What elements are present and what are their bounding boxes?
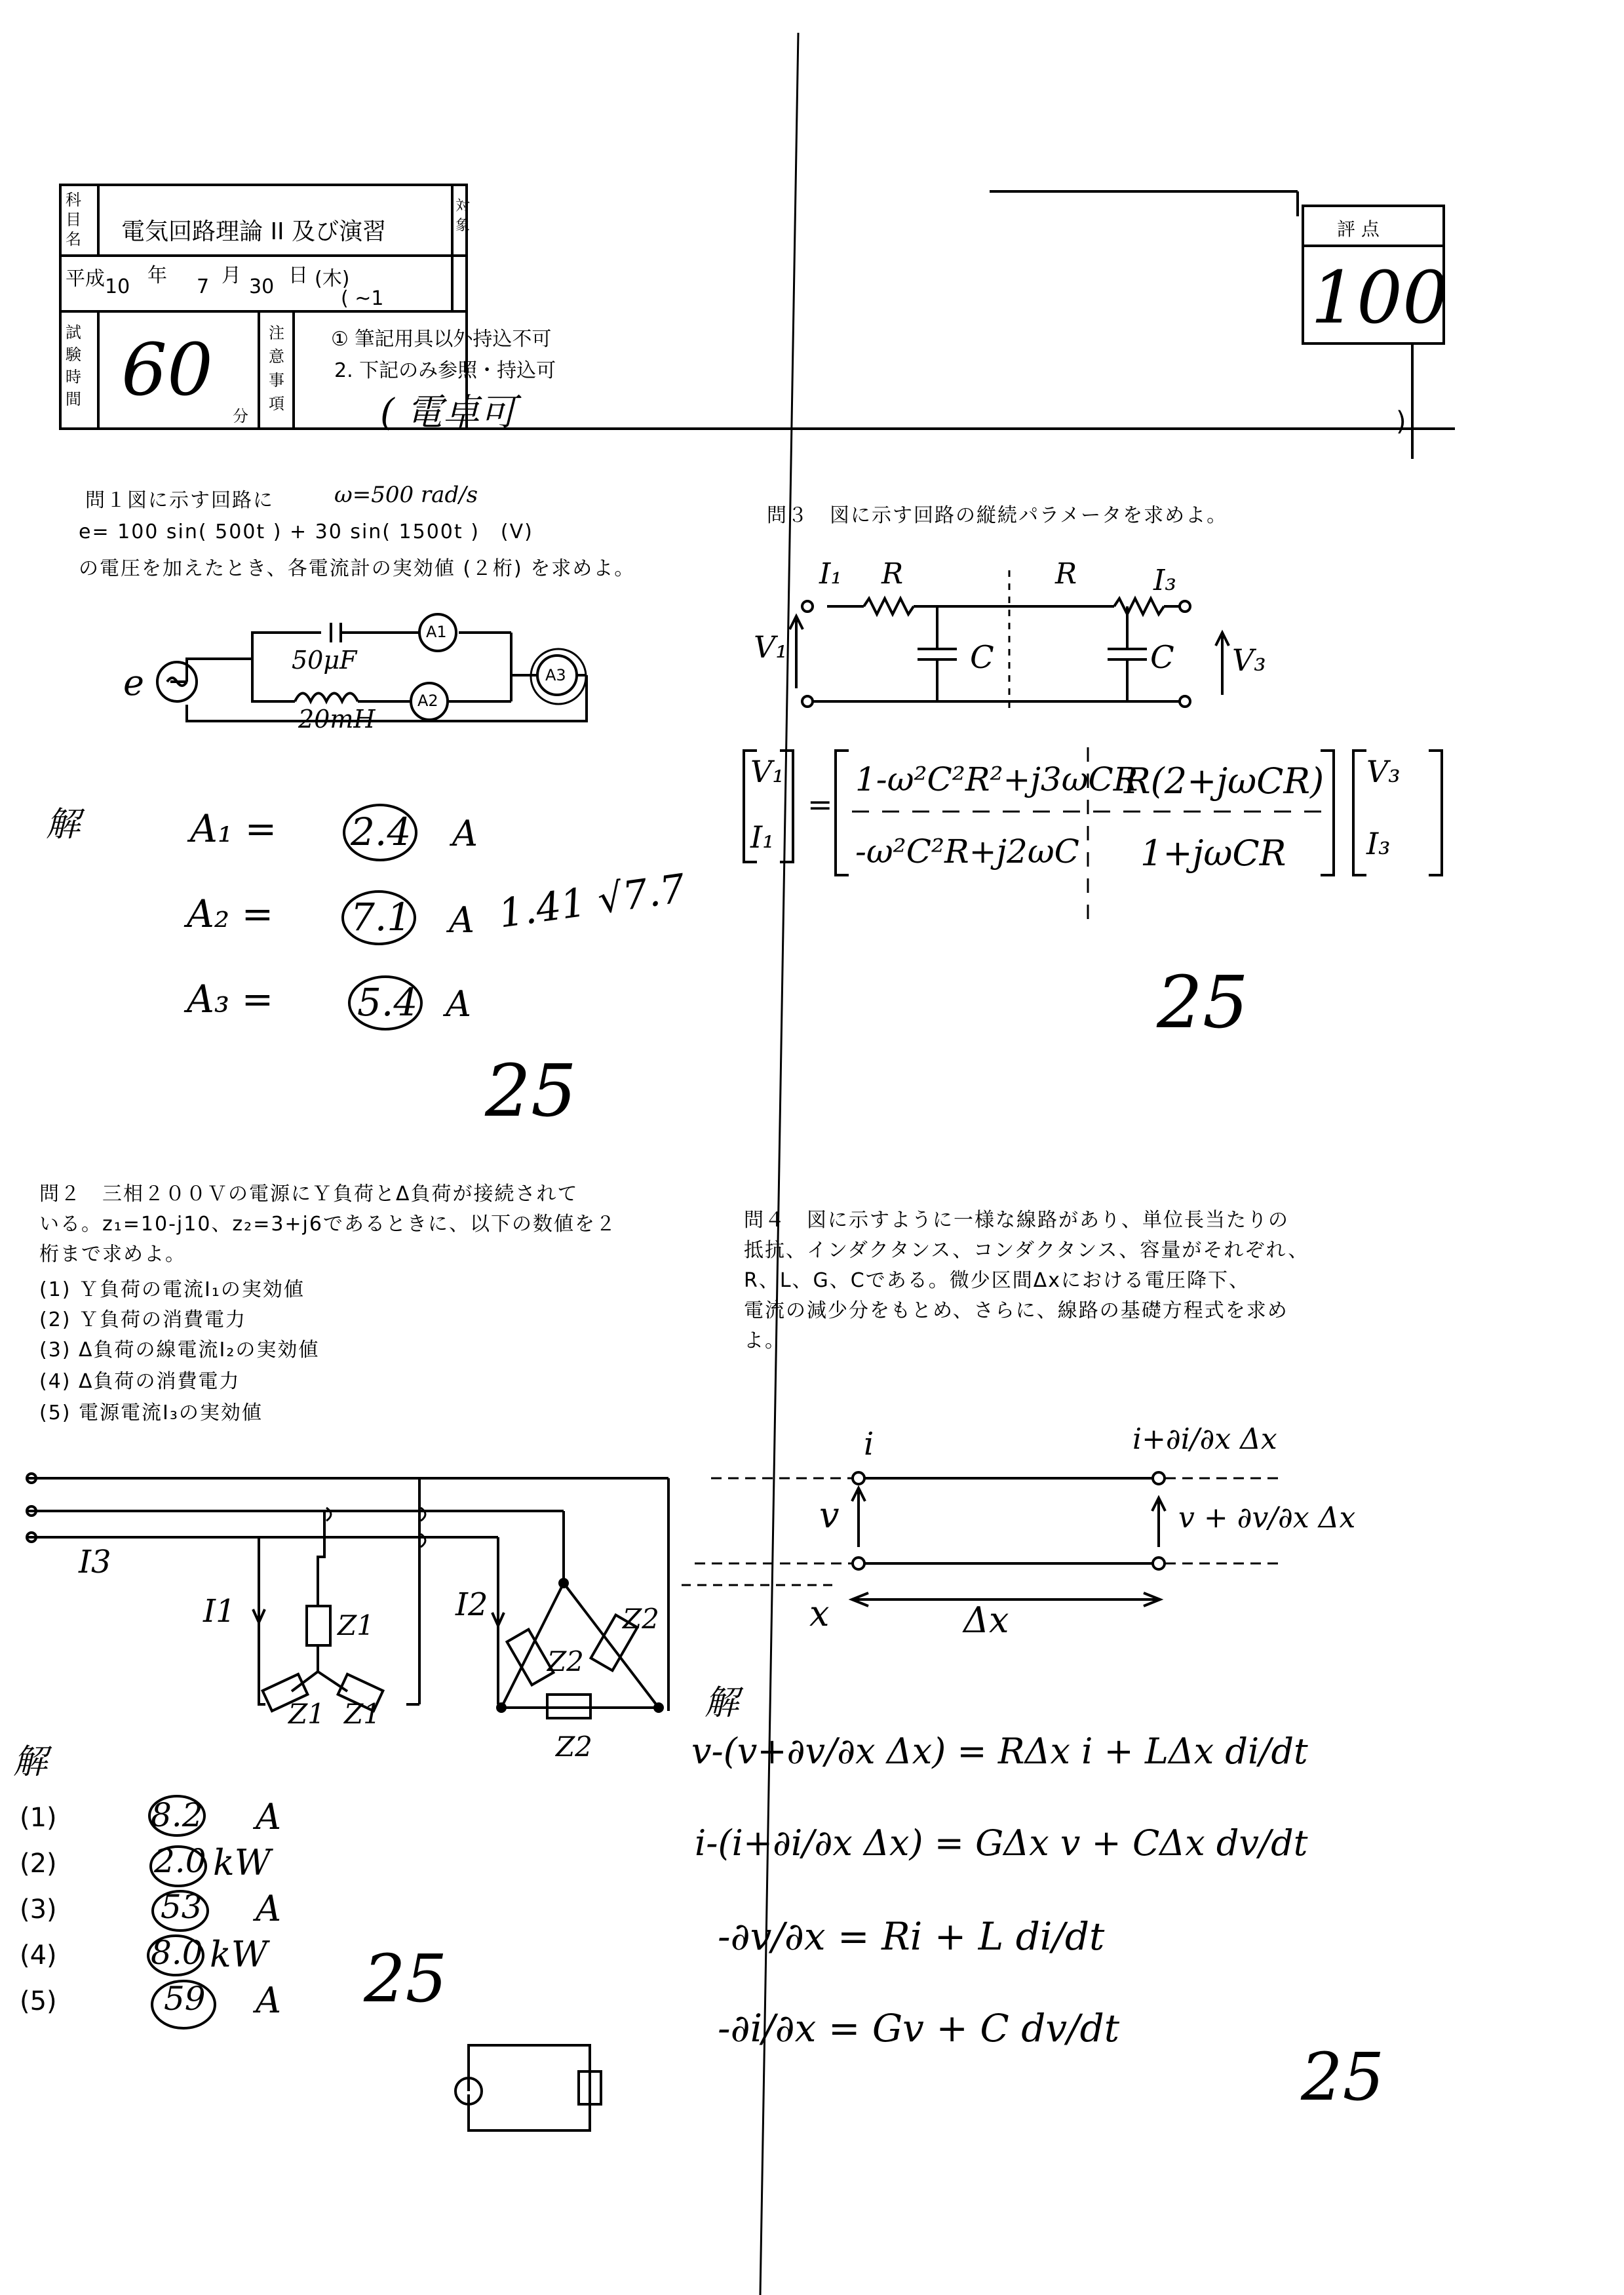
q4-i-end-label: i+∂i/∂x Δx	[1132, 1422, 1277, 1456]
q2-z2-c: Z2	[556, 1731, 592, 1763]
q3-r1-label: R	[881, 557, 904, 591]
total-score: 100	[1311, 256, 1448, 340]
q4-score: 25	[1301, 2039, 1385, 2115]
q1-a3-unit: A	[446, 983, 471, 1025]
q2-line2: いる。z₁=10-j10、z₂=3+j6であるときに、以下の数値を２	[39, 1213, 617, 1236]
q2-item4: (4) Δ負荷の消費電力	[39, 1370, 241, 1393]
q1-cap-label: 50μF	[292, 646, 357, 675]
q3-rhs-i3: I₃	[1366, 826, 1391, 861]
q2-circuit	[26, 1474, 668, 1718]
q4-eq3: -∂v/∂x = Ri + L di/dt	[718, 1914, 1105, 1959]
q4-x-label: x	[809, 1593, 830, 1634]
q2-i2-label: I2	[455, 1586, 488, 1623]
q2-z1-b: Z1	[288, 1698, 325, 1730]
q4-eq1: v-(v+∂v/∂x Δx) = RΔx i + LΔx di/dt	[691, 1731, 1308, 1772]
exam-time-label: 試験時間	[66, 323, 81, 408]
q3-r2-label: R	[1055, 557, 1077, 591]
q1-meter-a2: A2	[417, 692, 438, 710]
exam-time-value: 60	[121, 328, 213, 412]
q4-line1: 問４ 図に示すように一様な線路があり、単位長当たりの	[744, 1209, 1289, 1232]
q1-a2-value: 7.1	[351, 895, 412, 939]
q3-v3-label: V₃	[1232, 642, 1266, 678]
q2-scrap-circuit	[469, 2045, 590, 2130]
exam-time-unit: 分	[233, 407, 248, 425]
q3-score: 25	[1157, 960, 1248, 1044]
q1-a1-value: 2.4	[351, 810, 412, 854]
q1-meter-a1: A1	[426, 623, 447, 641]
date-month: 7	[197, 275, 210, 298]
q1-a1-unit: A	[452, 813, 478, 854]
note-2: 2. 下記のみ参照・持込可	[334, 359, 556, 382]
q4-line3: R、L、G、Cである。微少区間Δxにおける電圧降下、	[744, 1269, 1250, 1292]
q1-line2: e= 100 sin( 500t ) + 30 sin( 1500t ) (V)	[79, 520, 533, 543]
q2-item1: (1) Ｙ負荷の電流I₁の実効値	[39, 1278, 305, 1301]
q1-meter-a3: A3	[545, 666, 566, 684]
q4-eq4: -∂i/∂x = Gv + C dv/dt	[718, 2006, 1120, 2050]
q2-item5: (5) 電源電流I₃の実効値	[39, 1402, 263, 1424]
notes-label: 注意事項	[269, 324, 284, 413]
subject-label: 科目名	[66, 191, 81, 248]
year-unit: 年	[147, 264, 167, 287]
q3-m11: 1-ω²C²R²+j3ωCR	[855, 760, 1138, 798]
q4-line4: 電流の減少分をもとめ、さらに、線路の基礎方程式を求め	[744, 1299, 1288, 1322]
q3-m21: -ω²C²R+j2ωC	[855, 833, 1079, 871]
q3-lhs-v1: V₁	[750, 754, 784, 789]
q4-eq2: i-(i+∂i/∂x Δx) = GΔx v + CΔx dv/dt	[695, 1822, 1308, 1864]
q2-z2-b: Z2	[623, 1603, 659, 1635]
q2-item2: (2) Ｙ負荷の消費電力	[39, 1308, 247, 1331]
q1-ind-label: 20mH	[298, 705, 376, 734]
q1-a3-value: 5.4	[357, 980, 418, 1025]
q3-line1: 問３ 図に示す回路の縦続パラメータを求めよ。	[767, 504, 1228, 527]
q4-line2: 抵抗、インダクタンス、コンダクタンス、容量がそれぞれ、	[744, 1239, 1309, 1262]
date-year: 10	[105, 275, 130, 298]
q3-m12: R(2+jωCR)	[1124, 760, 1324, 802]
note-allowed: ( 電卓可	[380, 391, 516, 434]
q1-line1: 問１図に示す回路に	[85, 489, 274, 512]
subject-name: 電気回路理論 II 及び演習	[121, 218, 387, 245]
date-era: 平成	[66, 267, 105, 290]
q2-answer-5: (5) 59 A	[20, 1980, 281, 2021]
q3-c1-label: C	[970, 639, 994, 676]
q2-answer-3: (3) 53 A	[20, 1888, 281, 1929]
month-unit: 月	[222, 264, 241, 287]
q3-lhs-i1: I₁	[750, 819, 775, 855]
date-day: 30	[249, 275, 275, 298]
q1-score: 25	[485, 1049, 577, 1133]
q2-z1-a: Z1	[338, 1609, 374, 1641]
q2-answer-label: 解	[13, 1742, 48, 1782]
q3-c2-label: C	[1150, 639, 1174, 676]
q1-source-label: e	[123, 662, 144, 703]
q2-item3: (3) Δ負荷の線電流I₂の実効値	[39, 1339, 320, 1362]
q1-a2-unit: A	[449, 899, 474, 941]
note-close: )	[1396, 406, 1406, 437]
q4-dx-label: Δx	[963, 1599, 1009, 1641]
q4-line5: よ。	[744, 1329, 786, 1352]
q3-rhs-v3: V₃	[1366, 754, 1401, 789]
q2-i3-label: I3	[79, 1544, 111, 1580]
note-1: ① 筆記用具以外持込不可	[331, 328, 552, 351]
q3-equals: =	[807, 787, 833, 822]
q2-z2-a: Z2	[547, 1645, 584, 1677]
q3-v1-label: V₁	[754, 629, 788, 665]
q4-answer-label: 解	[705, 1683, 739, 1723]
q2-z1-c: Z1	[344, 1698, 381, 1730]
day-unit: 日	[288, 264, 308, 287]
q2-answer-2: (2) 2.0 kW	[20, 1842, 271, 1883]
date-period: ( ~1	[341, 287, 384, 310]
q1-a3-label: A₃ =	[187, 977, 274, 1021]
q3-i3-label: I₃	[1153, 564, 1177, 597]
q2-score: 25	[364, 1940, 448, 2017]
q2-i1-label: I1	[203, 1593, 236, 1630]
score-label: 評 点	[1337, 218, 1380, 240]
q1-scratch: 1.41 √7.7	[495, 865, 688, 937]
q3-m22: 1+jωCR	[1140, 833, 1286, 874]
q4-line	[682, 1472, 1278, 1606]
q1-omega-note: ω=500 rad/s	[334, 482, 478, 508]
q3-i1-label: I₁	[819, 557, 843, 591]
q4-i-label: i	[864, 1426, 874, 1462]
date-weekday: (木)	[315, 267, 350, 290]
target-label: 対象	[455, 198, 471, 234]
q2-line3: 桁まで求めよ。	[39, 1243, 186, 1266]
q2-answer-1: (1) 8.2 A	[20, 1796, 281, 1837]
q1-a2-label: A₂ =	[187, 892, 274, 936]
q1-a1-label: A₁ =	[190, 806, 277, 851]
q1-line3: の電圧を加えたとき、各電流計の実効値 (２桁) を求めよ。	[79, 557, 636, 580]
q4-v-label: v	[819, 1495, 840, 1536]
q4-v-end-label: v + ∂v/∂x Δx	[1178, 1501, 1356, 1535]
q2-answer-list	[20, 1796, 308, 2026]
q2-line1: 問２ 三相２００Ｖの電源にＹ負荷とΔ負荷が接続されて	[39, 1183, 579, 1206]
q2-answer-4: (4) 8.0 kW	[20, 1934, 268, 1975]
q1-answer-label: 解	[46, 805, 81, 844]
